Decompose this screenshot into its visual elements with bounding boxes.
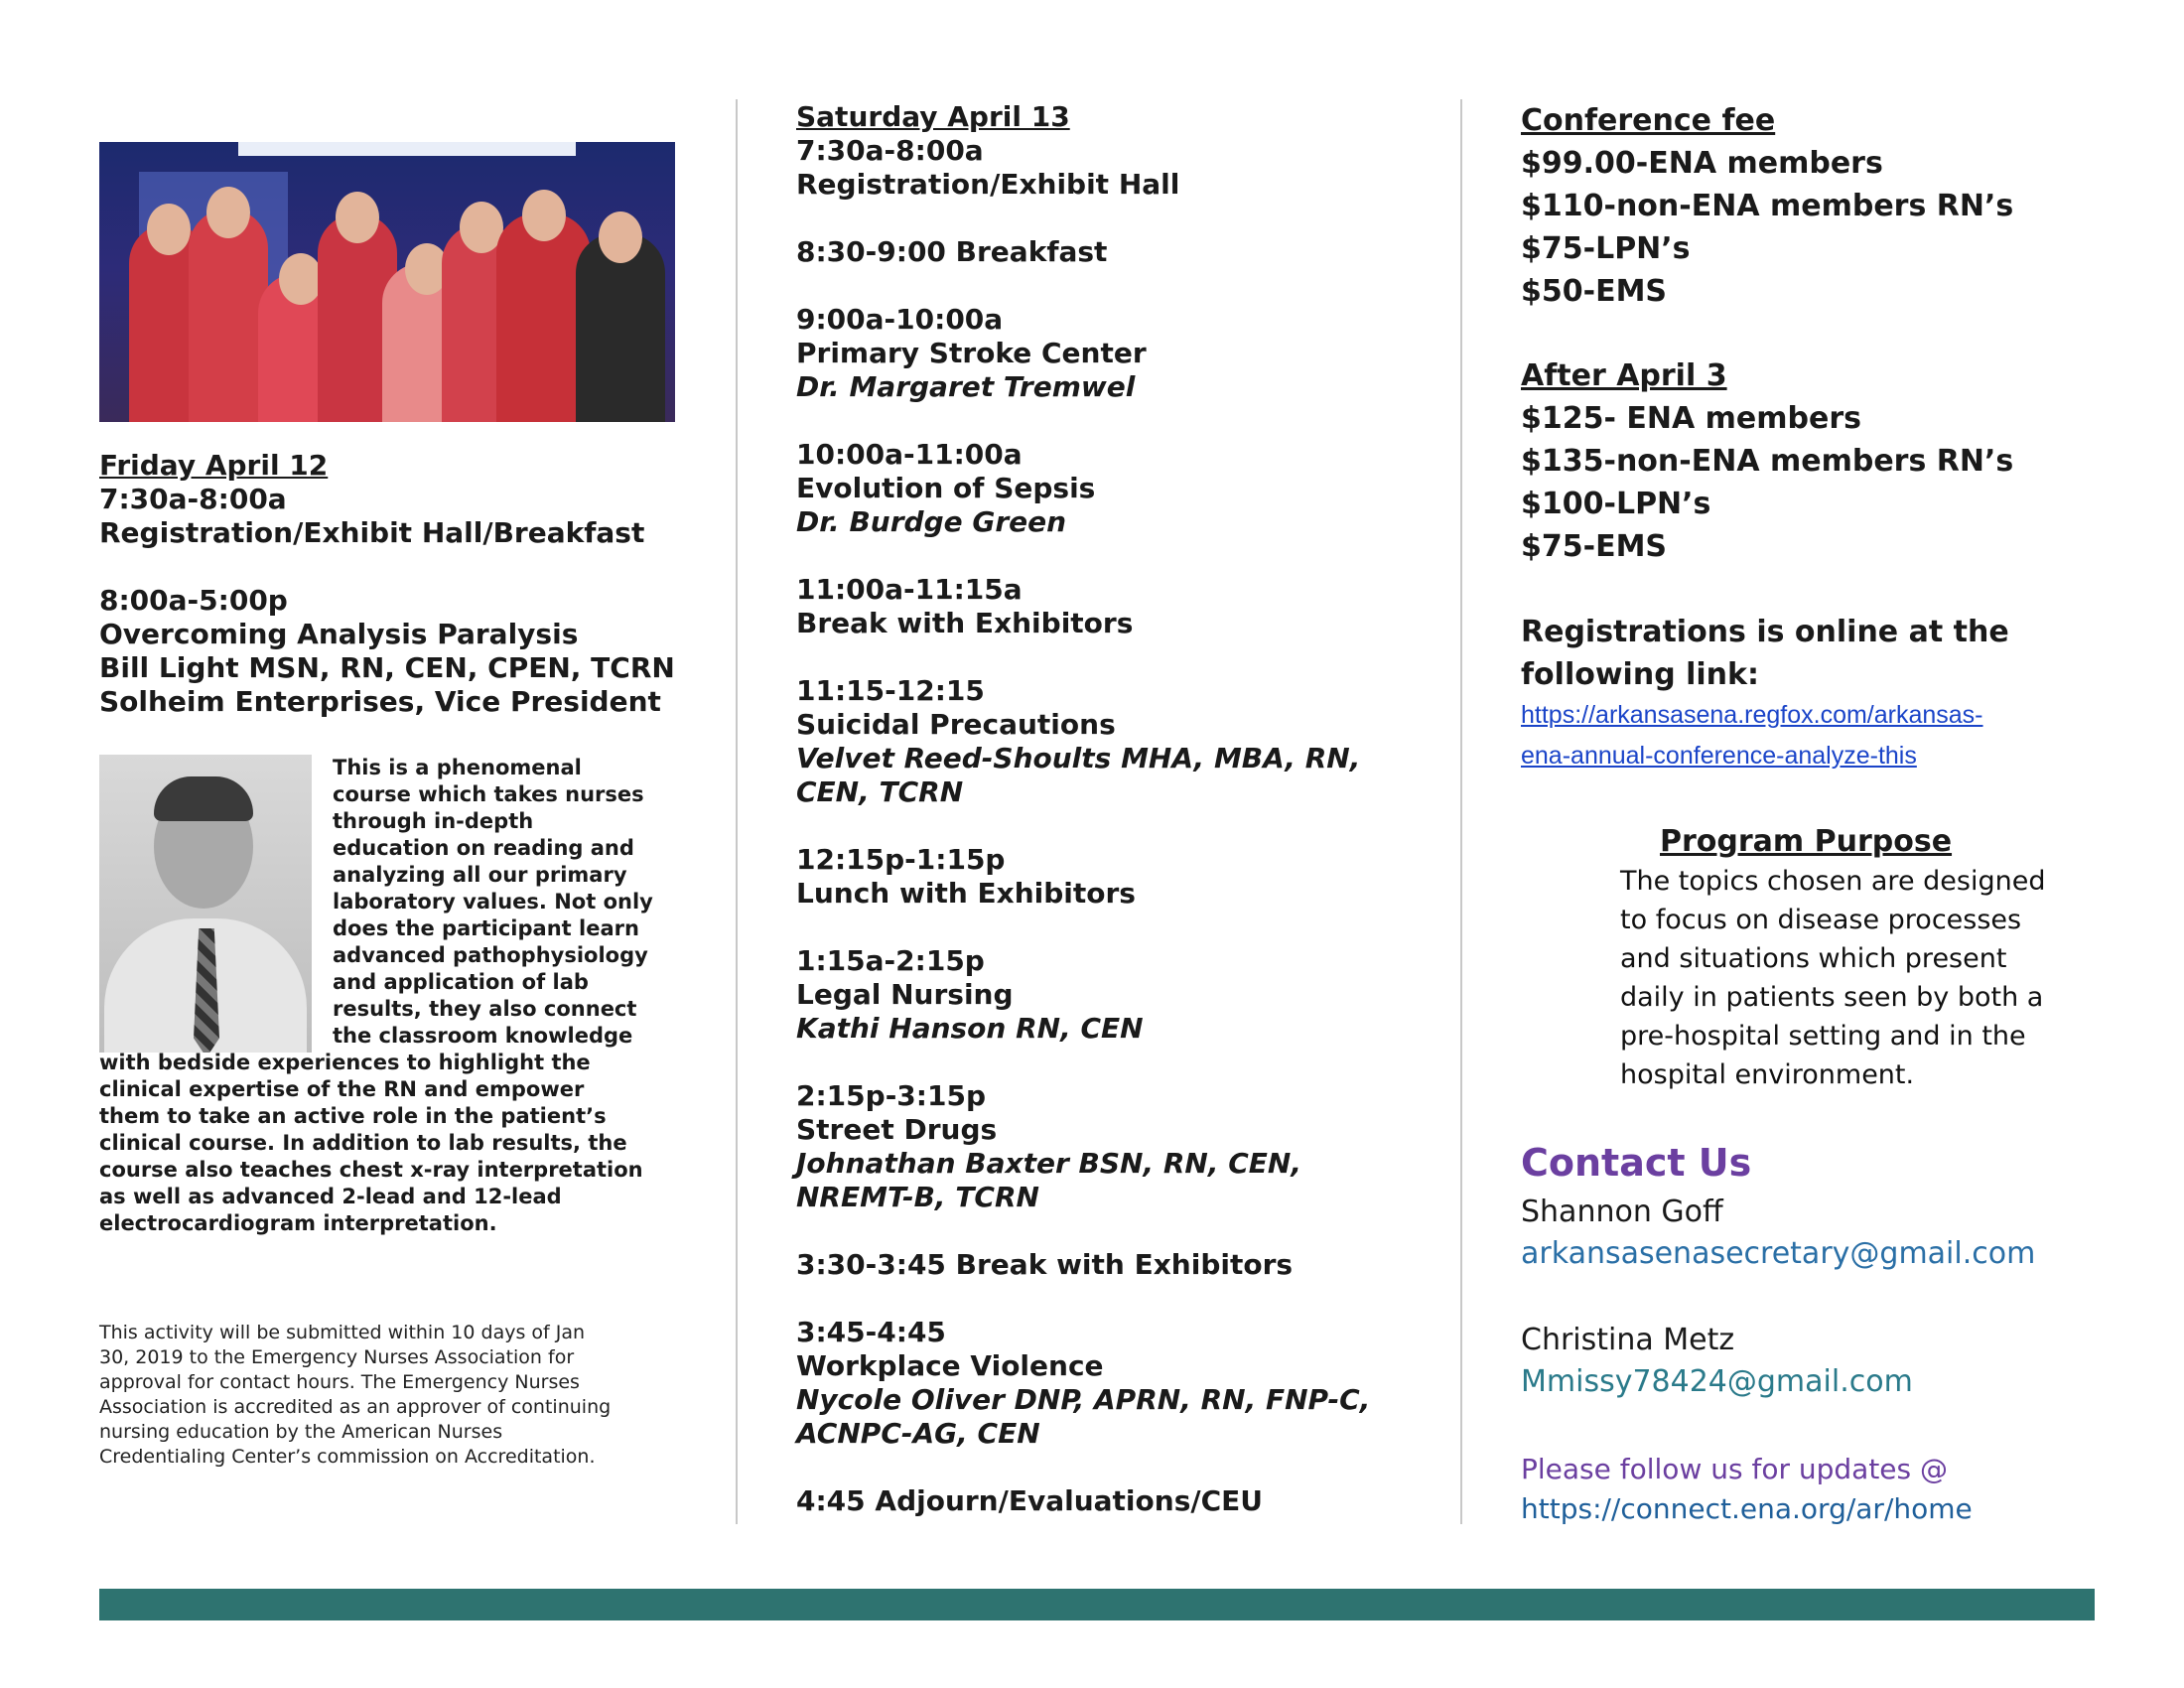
sat-session-8-title: Legal Nursing (796, 978, 1014, 1011)
group-photo (99, 142, 675, 422)
sat-session-3-title: Primary Stroke Center (796, 337, 1147, 369)
follow-text: Please follow us for updates @ (1521, 1453, 1949, 1485)
registration-text: Registrations is online at the following link: (1521, 615, 2009, 692)
speaker-portrait (99, 755, 312, 1053)
sat-session-9-speaker-cont: NREMT-B, TCRN (796, 1181, 1039, 1213)
sat-session-3-time: 9:00a-10:00a (796, 303, 1004, 336)
contact-1-name: Shannon Goff (1521, 1195, 1723, 1229)
sat-session-9-title: Street Drugs (796, 1113, 998, 1146)
contact-2-email[interactable]: Mmissy78424@gmail.com (1521, 1364, 1913, 1399)
sat-session-8-time: 1:15a-2:15p (796, 944, 985, 977)
program-purpose-heading: Program Purpose (1660, 824, 1953, 859)
sat-session-11-speaker: Nycole Oliver DNP, APRN, RN, FNP-C, (796, 1383, 1371, 1416)
friday-session-2-time: 8:00a-5:00p (99, 584, 288, 617)
sat-session-7-title: Lunch with Exhibitors (796, 877, 1136, 910)
sat-session-2-title: 8:30-9:00 Breakfast (796, 235, 1108, 268)
friday-heading: Friday April 12 (99, 449, 329, 482)
sat-session-1-title: Registration/Exhibit Hall (796, 168, 1180, 201)
friday-session-2-speaker: Bill Light MSN, RN, CEN, CPEN, TCRN (99, 651, 675, 684)
sat-session-12-title: 4:45 Adjourn/Evaluations/CEU (796, 1484, 1263, 1517)
sat-session-9-speaker: Johnathan Baxter BSN, RN, CEN, (796, 1147, 1301, 1180)
accreditation-statement: This activity will be submitted within 10 days of Jan 30, 2019 to the Emergency Nurses Association for approval for contact hours. The Emergency Nurses Association is accredited as an approver of continuing nursing education by the American Nurses Credentialing Center’s commission on Accreditation. (99, 1322, 612, 1468)
registration-link[interactable]: https://arkansasena.regfox.com/arkansas- ena-annual-conference-analyze-this (1521, 701, 1983, 770)
saturday-heading: Saturday April 13 (796, 100, 1070, 133)
follow-link[interactable]: https://connect.ena.org/ar/home (1521, 1492, 1973, 1525)
column-divider-left (736, 99, 738, 1524)
sat-session-11-speaker-cont: ACNPC-AG, CEN (796, 1417, 1040, 1450)
sat-session-5-time: 11:00a-11:15a (796, 573, 1023, 606)
friday-session-1-time: 7:30a-8:00a (99, 483, 287, 515)
sat-session-4-speaker: Dr. Burdge Green (796, 505, 1067, 538)
sat-session-11-time: 3:45-4:45 (796, 1316, 946, 1348)
footer-bar (99, 1589, 2095, 1620)
course-description-wrap: This is a phenomenal course which takes nurses through in-depth education on reading and analyzing all our primary laboratory values. Not only does the participant learn advanced pathophysiology and application of lab results, they also connect the classroom knowledge (333, 756, 653, 1048)
friday-session-2-affiliation: Solheim Enterprises, Vice President (99, 685, 661, 718)
sat-session-6-title: Suicidal Precautions (796, 708, 1116, 741)
course-description-full: with bedside experiences to highlight the clinical expertise of the RN and empower them to take an active role in the patient’s clinical course. In addition to lab results, the course also teaches chest x-ray interpretation as well as advanced 2-lead and 12-lead electrocardiogram interpretation. (99, 1051, 643, 1235)
sat-session-8-speaker: Kathi Hanson RN, CEN (796, 1012, 1144, 1045)
program-purpose-text: The topics chosen are designed to focus on disease processes and situations which present daily in patients seen by both a pre-hospital setting and in the hospital environment. (1620, 866, 2046, 1090)
friday-session-1-title: Registration/Exhibit Hall/Breakfast (99, 516, 645, 549)
sat-session-7-time: 12:15p-1:15p (796, 843, 1006, 876)
sat-session-6-speaker: Velvet Reed-Shoults MHA, MBA, RN, (796, 742, 1361, 774)
conference-fee-heading: Conference fee (1521, 103, 1776, 138)
sat-session-11-title: Workplace Violence (796, 1349, 1104, 1382)
sat-session-5-title: Break with Exhibitors (796, 607, 1134, 639)
conference-fee-list: $99.00-ENA members $110-non-ENA members RN’s $75-LPN’s $50-EMS (1521, 146, 2014, 309)
contact-1-email[interactable]: arkansasenasecretary@gmail.com (1521, 1236, 2036, 1271)
sat-session-6-time: 11:15-12:15 (796, 674, 985, 707)
sat-session-6-speaker-cont: CEN, TCRN (796, 775, 964, 808)
contact-2-name: Christina Metz (1521, 1323, 1735, 1357)
sat-session-4-title: Evolution of Sepsis (796, 472, 1096, 504)
late-fee-heading: After April 3 (1521, 358, 1727, 393)
column-divider-right (1460, 99, 1462, 1524)
sat-session-1-time: 7:30a-8:00a (796, 134, 984, 167)
sat-session-10-title: 3:30-3:45 Break with Exhibitors (796, 1248, 1294, 1281)
sat-session-4-time: 10:00a-11:00a (796, 438, 1023, 471)
friday-session-2-title: Overcoming Analysis Paralysis (99, 618, 579, 650)
sat-session-3-speaker: Dr. Margaret Tremwel (796, 370, 1136, 403)
late-fee-list: $125- ENA members $135-non-ENA members RN’s $100-LPN’s $75-EMS (1521, 401, 2014, 564)
sat-session-9-time: 2:15p-3:15p (796, 1079, 986, 1112)
contact-heading: Contact Us (1521, 1141, 1752, 1185)
